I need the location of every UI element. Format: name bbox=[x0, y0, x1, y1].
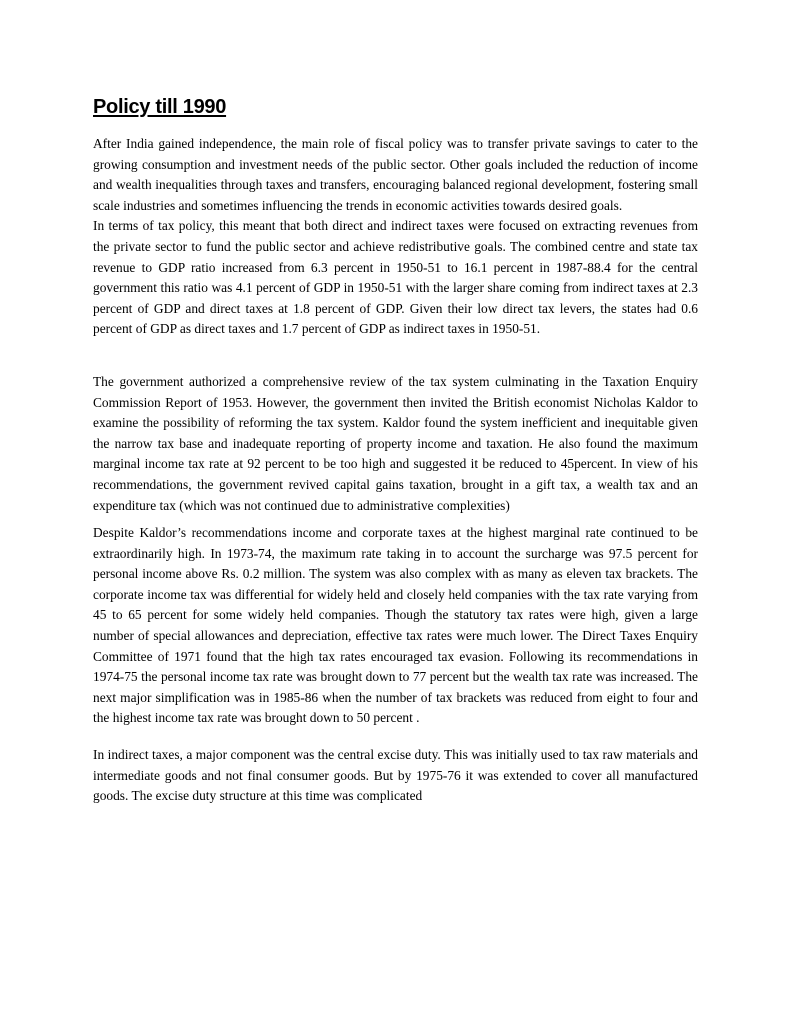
document-page bbox=[93, 94, 698, 807]
paragraph-indirect-taxes: In indirect taxes, a major component was the central excise duty. This was initially used to tax raw materials and intermediate goods and not final consumer goods. But by 1975-76 it was extended to cover all manufactured goods. The excise duty structure at this time was complicated bbox=[93, 747, 698, 804]
paragraph-fiscal-goals: After India gained independence, the main role of fiscal policy was to transfer private savings to cater to the growing consumption and investment needs of the public sector. Other goals included the reduction of income and wealth inequalities through taxes and transfers, encouraging balanced regional development, fostering small scale industries and sometimes influencing the trends in economic activities towards desired goals. bbox=[93, 136, 698, 213]
spacer bbox=[93, 516, 698, 523]
paragraph-kaldor-review: The government authorized a comprehensive review of the tax system culminating in the Taxation Enquiry Commission Report of 1953. However, the government then invited the British economist Nicholas Kaldor to examine the possibility of reforming the tax system. Kaldor found the system inefficient and inequitable given the narrow tax base and inadequate reporting of property income and taxation. He also found the maximum marginal income tax rate at 92 percent to be too high and suggested it be reduced to 45percent. In view of his recommendations, the government revived capital gains taxation, brought in a gift tax, a wealth tax and an expenditure tax (which was not continued due to administrative complexities) bbox=[93, 373, 698, 513]
spacer bbox=[93, 340, 698, 372]
paragraph-marginal-rates: Despite Kaldor’s recommendations income and corporate taxes at the highest marginal rate continued to be extraordinarily high. In 1973-74, the maximum rate taking in to account the surcharge was 97.5 percent for personal income above Rs. 0.2 million. The system was also complex with as many as eleven tax brackets. The corporate income tax was differential for widely held and closely held companies with the tax rate varying from 45 to 65 percent for some widely held companies. Though the statutory tax rates were high, given a large number of special allowances and depreciation, effective tax rates were much lower. The Direct Taxes Enquiry Committee of 1971 found that the high tax rates encouraged tax evasion. Following its recommendations in 1974-75 the personal income tax rate was brought down to 77 percent but the wealth tax rate was increased. The next major simplification was in 1985-86 when the number of tax brackets was reduced from eight to four and the highest income tax rate was brought down to 50 percent . bbox=[93, 525, 698, 726]
section-heading: Policy till 1990 bbox=[93, 96, 227, 118]
paragraph-tax-policy: In terms of tax policy, this meant that both direct and indirect taxes were focused on extracting revenues from the private sector to fund the public sector and achieve redistributive goals. The combined centre and state tax revenue to GDP ratio increased from 6.3 percent in 1950-51 to 16.1 percent in 1987-88.4 for the central government this ratio was 4.1 percent of GDP in 1950-51 with the larger share coming from indirect taxes at 2.3 percent of GDP and direct taxes at 1.8 percent of GDP. Given their low direct tax levers, the states had 0.6 percent of GDP as direct taxes and 1.7 percent of GDP as indirect taxes in 1950-51. bbox=[93, 218, 698, 337]
spacer bbox=[93, 729, 698, 745]
